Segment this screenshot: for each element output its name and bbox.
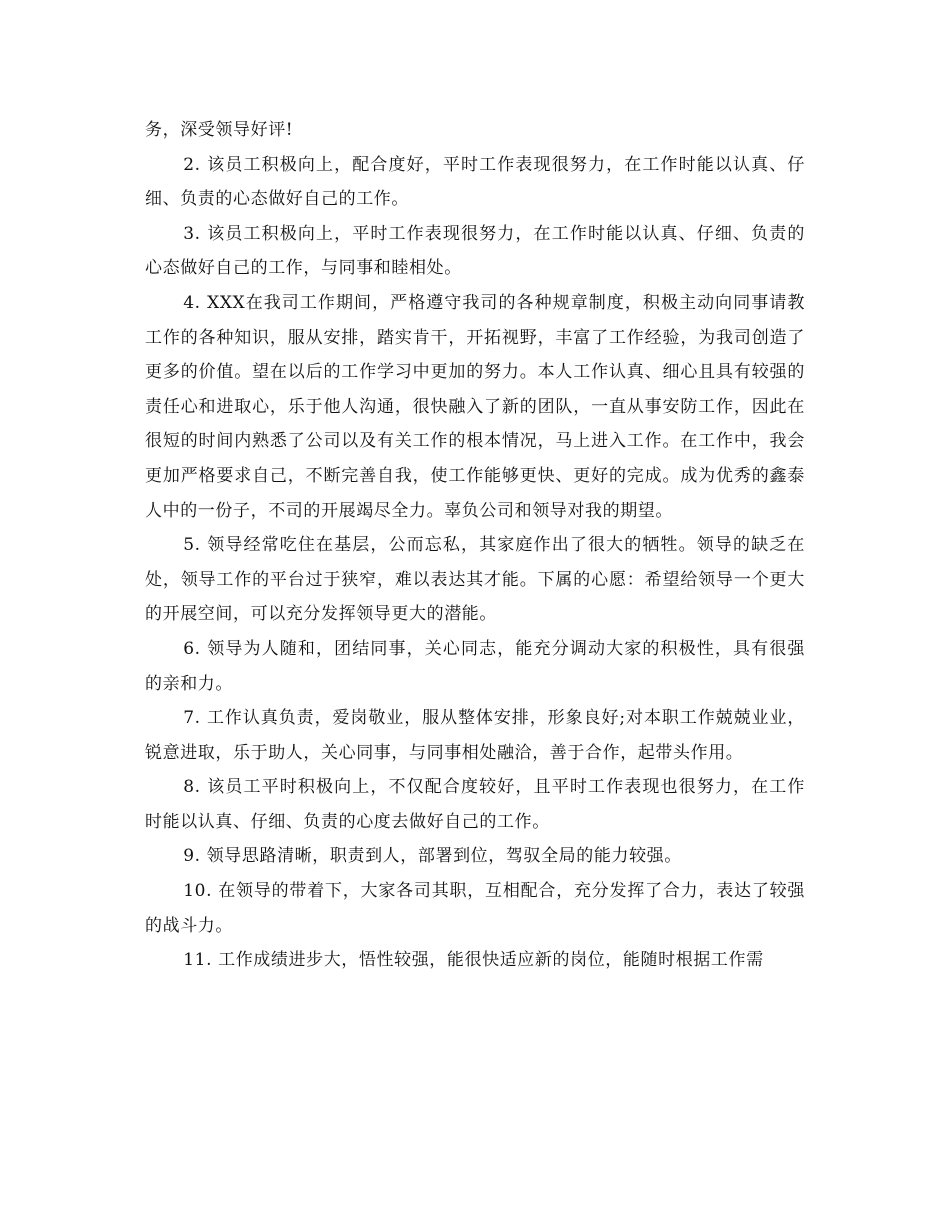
paragraph-item-5: 5. 领导经常吃住在基层，公而忘私，其家庭作出了很大的牺牲。领导的缺乏在处，领导工作的平台过于狭窄，难以表达其才能。下属的心愿：希望给领导一个更大的开展空间，可以充分发挥领导更大的潜能。 bbox=[145, 535, 805, 625]
paragraph-item-8: 8. 该员工平时积极向上，不仅配合度较好，且平时工作表现也很努力，在工作时能以认真、仔细、负责的心度去做好自己的工作。 bbox=[145, 777, 805, 832]
paragraph-item-10: 10. 在领导的带着下，大家各司其职，互相配合，充分发挥了合力，表达了较强的战斗力。 bbox=[145, 881, 805, 936]
paragraph-item-9: 9. 领导思路清晰，职责到人，部署到位，驾驭全局的能力较强。 bbox=[183, 846, 682, 867]
paragraph-item-7: 7. 工作认真负责，爱岗敬业，服从整体安排，形象良好;对本职工作兢兢业业，锐意进取，乐于助人，关心同事，与同事相处融洽，善于合作，起带头作用。 bbox=[145, 708, 805, 763]
paragraph-item-11: 11. 工作成绩进步大，悟性较强，能很快适应新的岗位，能随时根据工作需 bbox=[183, 950, 764, 971]
paragraph-continuation: 务，深受领导好评! bbox=[145, 120, 294, 140]
paragraph-item-2: 2. 该员工积极向上，配合度好，平时工作表现很努力，在工作时能以认真、仔细、负责的心态做好自己的工作。 bbox=[145, 154, 805, 210]
document-body bbox=[145, 113, 805, 978]
paragraph-item-3: 3. 该员工积极向上，平时工作表现很努力，在工作时能以认真、仔细、负责的心态做好自己的工作，与同事和睦相处。 bbox=[145, 223, 805, 279]
paragraph-item-4: 4. XXX在我司工作期间，严格遵守我司的各种规章制度，积极主动向同事请教工作的各种知识，服从安排，踏实肯干，开拓视野，丰富了工作经验，为我司创造了更多的价值。望在以后的工作学习中更加的努力。本人工作认真、细心且具有较强的责任心和进取心，乐于他人沟通，很快融入了新的团队，一直从事安防工作，因此在很短的时间内熟悉了公司以及有关工作的根本情况，马上进入工作。在工作中，我会更加严格要求自己，不断完善自我，使工作能够更快、更好的完成。成为优秀的鑫泰人中的一份子，不司的开展竭尽全力。辜负公司和领导对我的期望。 bbox=[145, 292, 805, 521]
paragraph-item-6: 6. 领导为人随和，团结同事，关心同志，能充分调动大家的积极性，具有很强的亲和力。 bbox=[145, 638, 805, 694]
